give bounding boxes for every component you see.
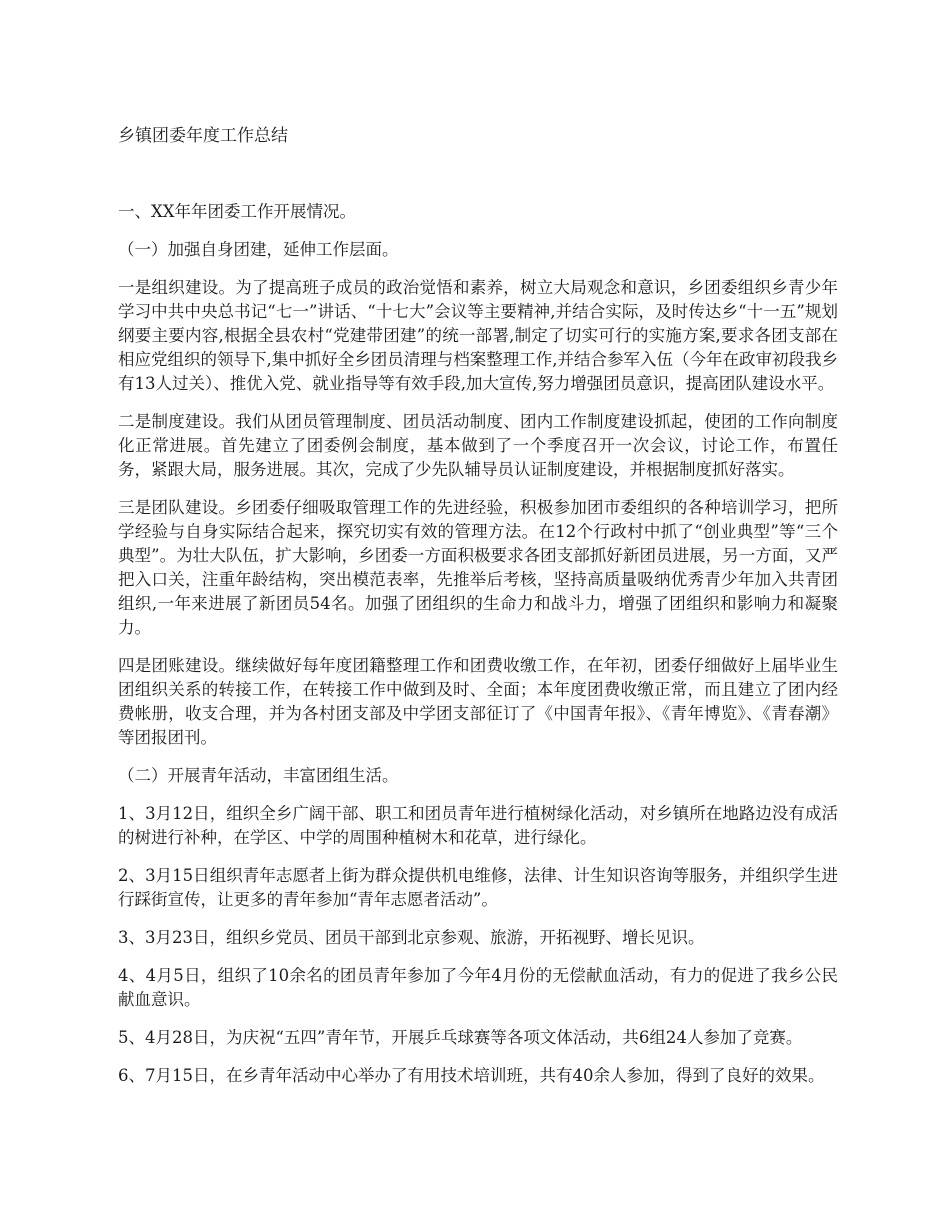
activity-item-5: 5、4月28日，为庆祝“五四”青年节，开展乒乓球赛等各项文体活动，共6组24人参加了竞赛。 [118, 1028, 803, 1047]
section-heading-1: 一、XX年年团委工作开展情况。 [118, 202, 356, 221]
activity-item-3: 3、3月23日，组织乡党员、团员干部到北京参观、旅游，开拓视野、增长见识。 [118, 928, 705, 947]
paragraph-system: 二是制度建设。我们从团员管理制度、团员活动制度、团内工作制度建设抓起，使团的工作向制度化正常进展。首先建立了团委例会制度，基本做到了一个季度召开一次会议，讨论工作，布置任务，紧跟大局，服务进展。其次，完成了少先队辅导员认证制度建设，并根据制度抓好落实。 [118, 412, 838, 479]
activity-item-2: 2、3月15日组织青年志愿者上街为群众提供机电维修，法律、计生知识咨询等服务，并组织学生进行踩街宣传，让更多的青年参加“青年志愿者活动”。 [118, 866, 838, 909]
paragraph-organization: 一是组织建设。为了提高班子成员的政治觉悟和素养，树立大局观念和意识，乡团委组织乡青少年学习中共中央总书记“七一”讲话、“十七大”会议等主要精神,并结合实际，及时传达乡“十一五”规划纲要主要内容,根据全县农村“党建带团建”的统一部署,制定了切实可行的实施方案,要求各团支部在相应党组织的领导下,集中抓好全乡团员清理与档案整理工作,并结合参军入伍（今年在政审初段我乡有13人过关）、推优入党、就业指导等有效手段,加大宣传,努力增强团员意识，提高团队建设水平。 [118, 278, 838, 393]
paragraph-accounts: 四是团账建设。继续做好每年度团籍整理工作和团费收缴工作，在年初，团委仔细做好上届毕业生团组织关系的转接工作，在转接工作中做到及时、全面；本年度团费收缴正常，而且建立了团内经费帐册，收支合理，并为各村团支部及中学团支部征订了《中国青年报》、《青年博览》、《青春潮》等团报团刊。 [118, 656, 838, 747]
document-body [118, 200, 838, 1102]
activity-item-1: 1、3月12日，组织全乡广阔干部、职工和团员青年进行植树绿化活动，对乡镇所在地路边没有成活的树进行补种，在学区、中学的周围种植树木和花草，进行绿化。 [118, 804, 838, 847]
subsection-heading-1: （一）加强自身团建，延伸工作层面。 [118, 240, 399, 259]
paragraph-team: 三是团队建设。乡团委仔细吸取管理工作的先进经验，积极参加团市委组织的各种培训学习，把所学经验与自身实际结合起来，探究切实有效的管理方法。在12个行政村中抓了“创业典型”等“三个典型”。为壮大队伍，扩大影响，乡团委一方面积极要求各团支部抓好新团员进展，另一方面，又严把入口关，注重年龄结构，突出模范表率，先推举后考核，坚持高质量吸纳优秀青少年加入共青团组织,一年来进展了新团员54名。加强了团组织的生命力和战斗力，增强了团组织和影响力和凝聚力。 [118, 498, 838, 637]
activity-item-4: 4、4月5日，组织了10余名的团员青年参加了今年4月份的无偿献血活动，有力的促进了我乡公民献血意识。 [118, 966, 838, 1009]
activity-item-6: 6、7月15日，在乡青年活动中心举办了有用技术培训班，共有40余人参加，得到了良好的效果。 [118, 1066, 825, 1085]
subsection-heading-2: （二）开展青年活动，丰富团组生活。 [118, 766, 399, 785]
document-title: 乡镇团委年度工作总结 [118, 126, 288, 146]
